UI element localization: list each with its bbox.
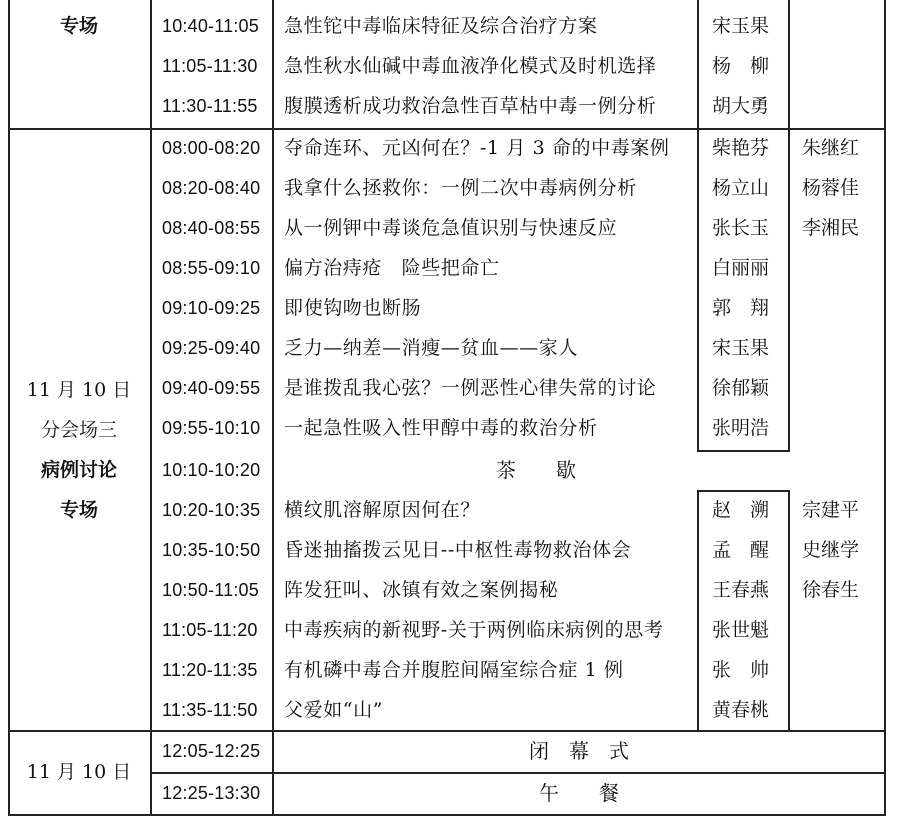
time-cell: 08:40-08:55 [162,218,261,238]
closing-ceremony-label: 闭 幕 式 [529,739,629,763]
speaker-cell: 胡大勇 [712,95,770,117]
time-cell: 12:05-12:25 [162,741,261,761]
time-cell: 11:05-11:20 [162,620,258,640]
time-cell: 11:35-11:50 [162,700,258,720]
topic-cell: 腹膜透析成功救治急性百草枯中毒一例分析 [284,95,657,117]
time-cell: 12:25-13:30 [162,783,261,803]
time-cell: 10:50-11:05 [162,580,259,600]
speaker-cell: 柴艳芬 [712,137,770,159]
topic-cell: 阵发狂叫、冰镇有效之案例揭秘 [284,579,559,601]
topic-cell: 横纹肌溶解原因何在？ [284,499,481,521]
topic-cell: 夺命连环、元凶何在？-1 月 3 命的中毒案例 [284,137,670,159]
speaker-cell: 孟 醒 [712,539,770,561]
moderator-name: 史继学 [802,539,860,561]
moderator-name: 宗建平 [802,499,860,521]
topic-cell: 我拿什么拯救你：一例二次中毒病例分析 [284,177,637,199]
time-cell: 10:40-11:05 [162,16,259,36]
column-divider-1 [150,0,152,816]
topic-cell: 偏方治痔疮 险些把命亡 [284,257,500,279]
speaker-cell: 杨立山 [712,177,770,199]
speaker-cell: 王春燕 [712,579,770,601]
session-title-line2: 专场 [59,499,98,521]
session-label-block1: 专场 [59,15,98,37]
column-divider-3b [697,490,699,730]
speaker-cell: 宋玉果 [712,15,770,37]
session-title: 病例讨论 [40,459,117,481]
lunch-label: 午 餐 [539,781,619,805]
session-venue: 分会场三 [40,419,117,441]
time-cell: 10:10-10:20 [162,460,261,480]
speaker-cell: 张长玉 [712,217,770,239]
column-divider-4b [788,490,790,730]
time-cell: 08:00-08:20 [162,138,261,158]
topic-cell: 父爱如“山” [284,699,384,721]
closing-date: 11 月 10 日 [26,761,132,783]
moderator-name: 杨蓉佳 [802,177,860,199]
speaker-cell: 徐郁颖 [712,377,770,399]
column-divider-4a [788,0,790,450]
time-cell: 09:55-10:10 [162,418,261,438]
speaker-cell: 宋玉果 [712,337,770,359]
speaker-cell: 白丽丽 [712,257,770,279]
time-cell: 10:20-10:35 [162,500,261,520]
session-date: 11 月 10 日 [26,379,132,401]
table-border-right [884,0,886,816]
topic-cell: 从一例钾中毒谈危急值识别与快速反应 [284,217,618,239]
topic-cell: 是谁拨乱我心弦？一例恶性心律失常的讨论 [284,377,657,399]
time-cell: 09:10-09:25 [162,298,261,318]
speaker-cell: 杨 柳 [712,55,770,77]
column-divider-3a [697,0,699,450]
topic-cell: 即使钩吻也断肠 [284,297,422,319]
time-cell: 11:20-11:35 [162,660,258,680]
topic-cell: 急性秋水仙碱中毒血液净化模式及时机选择 [284,55,657,77]
moderator-name: 徐春生 [802,579,860,601]
time-cell: 08:20-08:40 [162,178,261,198]
moderator-name: 朱继红 [802,137,860,159]
table-border-bottom [8,814,886,816]
time-cell: 11:05-11:30 [162,56,258,76]
speaker-cell: 张 帅 [712,659,770,681]
tea-break-label: 茶 歇 [496,458,576,482]
moderator-name: 李湘民 [802,217,860,239]
topic-cell: 一起急性吸入性甲醇中毒的救治分析 [284,417,598,439]
speaker-cell: 张世魁 [712,619,770,641]
topic-cell: 有机磷中毒合并腹腔间隔室综合症 1 例 [284,659,624,681]
topic-cell: 昏迷抽搐拨云见日--中枢性毒物救治体会 [284,539,632,561]
time-cell: 10:35-10:50 [162,540,261,560]
time-cell: 09:40-09:55 [162,378,261,398]
column-divider-2 [272,0,274,816]
speaker-cell: 黄春桃 [712,699,770,721]
topic-cell: 乏力—纳差—消瘦—贫血——家人 [284,337,579,359]
topic-cell: 急性铊中毒临床特征及综合治疗方案 [284,15,598,37]
time-cell: 08:55-09:10 [162,258,261,278]
speaker-cell: 张明浩 [712,417,770,439]
topic-cell: 中毒疾病的新视野-关于两例临床病例的思考 [284,619,664,641]
speaker-cell: 赵 溯 [712,499,770,521]
time-cell: 09:25-09:40 [162,338,261,358]
time-cell: 11:30-11:55 [162,96,258,116]
speaker-cell: 郭 翔 [712,297,770,319]
